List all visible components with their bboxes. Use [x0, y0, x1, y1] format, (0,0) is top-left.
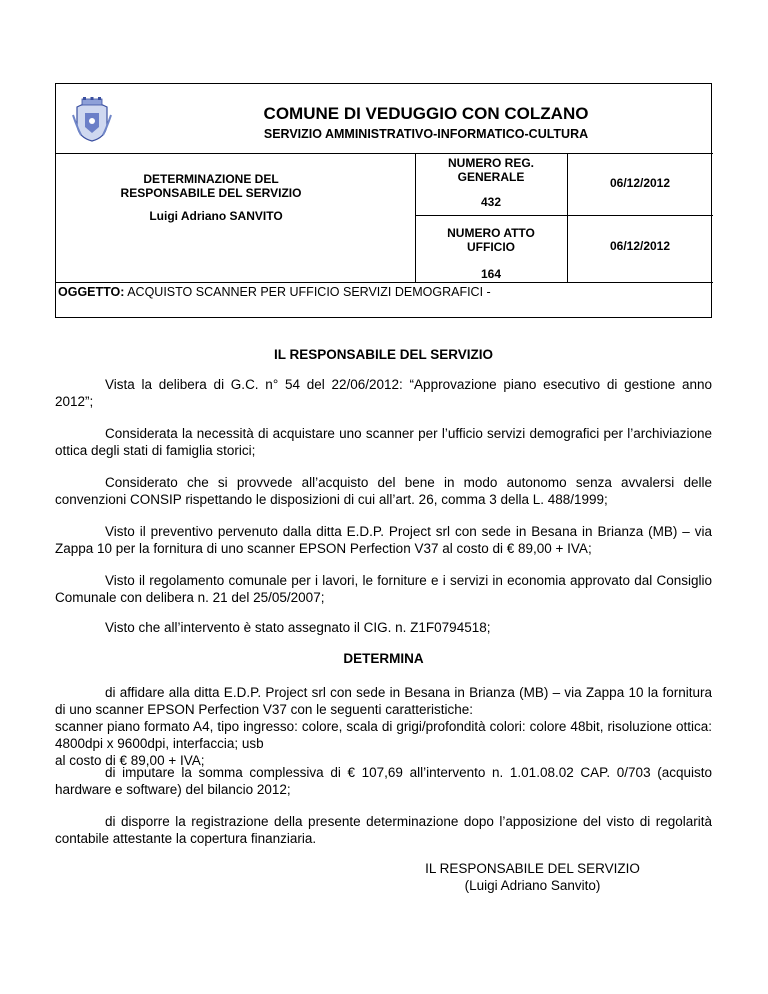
subject-line	[58, 285, 708, 300]
responsible-name: Luigi Adriano SANVITO	[149, 209, 283, 223]
paragraph-5: Visto il regolamento comunale per i lavori, le forniture e i servizi in economia approvato dal Consiglio Comunale con delibera n. 21 del 25/05/2007;	[55, 573, 712, 605]
decision-1-specs: scanner piano formato A4, tipo ingresso: colore, scala di grigi/profondità colori: colore 48bit, risoluzione ottica: 4800dpi x 9600dpi, interfaccia; usb	[55, 719, 712, 751]
header-box	[55, 83, 712, 318]
paragraph-3: Considerato che si provvede all’acquisto del bene in modo autonomo senza avvalersi delle convenzioni CONSIP rispettando le disposizioni di cui all’art. 26, comma 3 della L. 488/1999;	[55, 475, 712, 507]
paragraph-1: Vista la delibera di G.C. n° 54 del 22/06/2012: “Approvazione piano esecutivo di gestione anno 2012”;	[55, 377, 712, 409]
decision-1-text: di affidare alla ditta E.D.P. Project srl con sede in Besana in Brianza (MB) – via Zappa 10 la fornitura di uno scanner EPSON Perfection V37 con le seguenti caratteristiche:	[55, 685, 712, 717]
decision-1-cost: al costo di € 89,00 + IVA;	[55, 753, 205, 768]
signature-title: IL RESPONSABILE DEL SERVIZIO	[425, 861, 640, 876]
municipal-crest-icon	[71, 97, 113, 143]
determina-heading: DETERMINA	[343, 651, 424, 666]
reg-general-date: 06/12/2012	[609, 176, 671, 190]
subject-text: ACQUISTO SCANNER PER UFFICIO SERVIZI DEMOGRAFICI -	[124, 285, 491, 299]
signature-block	[395, 860, 670, 894]
paragraph-4: Visto il preventivo pervenuto dalla ditta E.D.P. Project srl con sede in Besana in Brianza (MB) – via Zappa 10 per la fornitura di uno scanner EPSON Perfection V37 al costo di € 89,00 + IVA;	[55, 524, 712, 556]
paragraph-2: Considerata la necessità di acquistare uno scanner per l’ufficio servizi demografici per l’archiviazione ottica degli stati di famiglia storici;	[55, 426, 712, 458]
paragraph-6: Visto che all’intervento è stato assegnato il CIG. n. Z1F0794518;	[105, 620, 491, 635]
decision-3: di disporre la registrazione della presente determinazione dopo l’apposizione del visto di regolarità contabile attestante la copertura finanziaria.	[55, 814, 712, 846]
signature-name: (Luigi Adriano Sanvito)	[464, 878, 601, 893]
act-office-number: 164	[480, 267, 502, 281]
determination-title: DETERMINAZIONE DEL RESPONSABILE DEL SERVIZIO	[120, 172, 302, 200]
subject-label: OGGETTO:	[58, 285, 125, 299]
reg-general-label: NUMERO REG. GENERALE	[447, 156, 534, 184]
main-heading: IL RESPONSABILE DEL SERVIZIO	[273, 347, 494, 362]
act-office-label: NUMERO ATTO UFFICIO	[447, 226, 535, 254]
act-office-date: 06/12/2012	[609, 239, 671, 253]
decision-2: di imputare la somma complessiva di € 107,69 all’intervento n. 1.01.08.02 CAP. 0/703 (acquisto hardware e software) del bilancio 2012;	[55, 765, 712, 797]
reg-general-number: 432	[480, 195, 502, 209]
service-name: SERVIZIO AMMINISTRATIVO-INFORMATICO-CULTURA	[263, 127, 589, 141]
decision-1	[55, 684, 712, 769]
municipality-name: COMUNE DI VEDUGGIO CON COLZANO	[263, 104, 589, 123]
